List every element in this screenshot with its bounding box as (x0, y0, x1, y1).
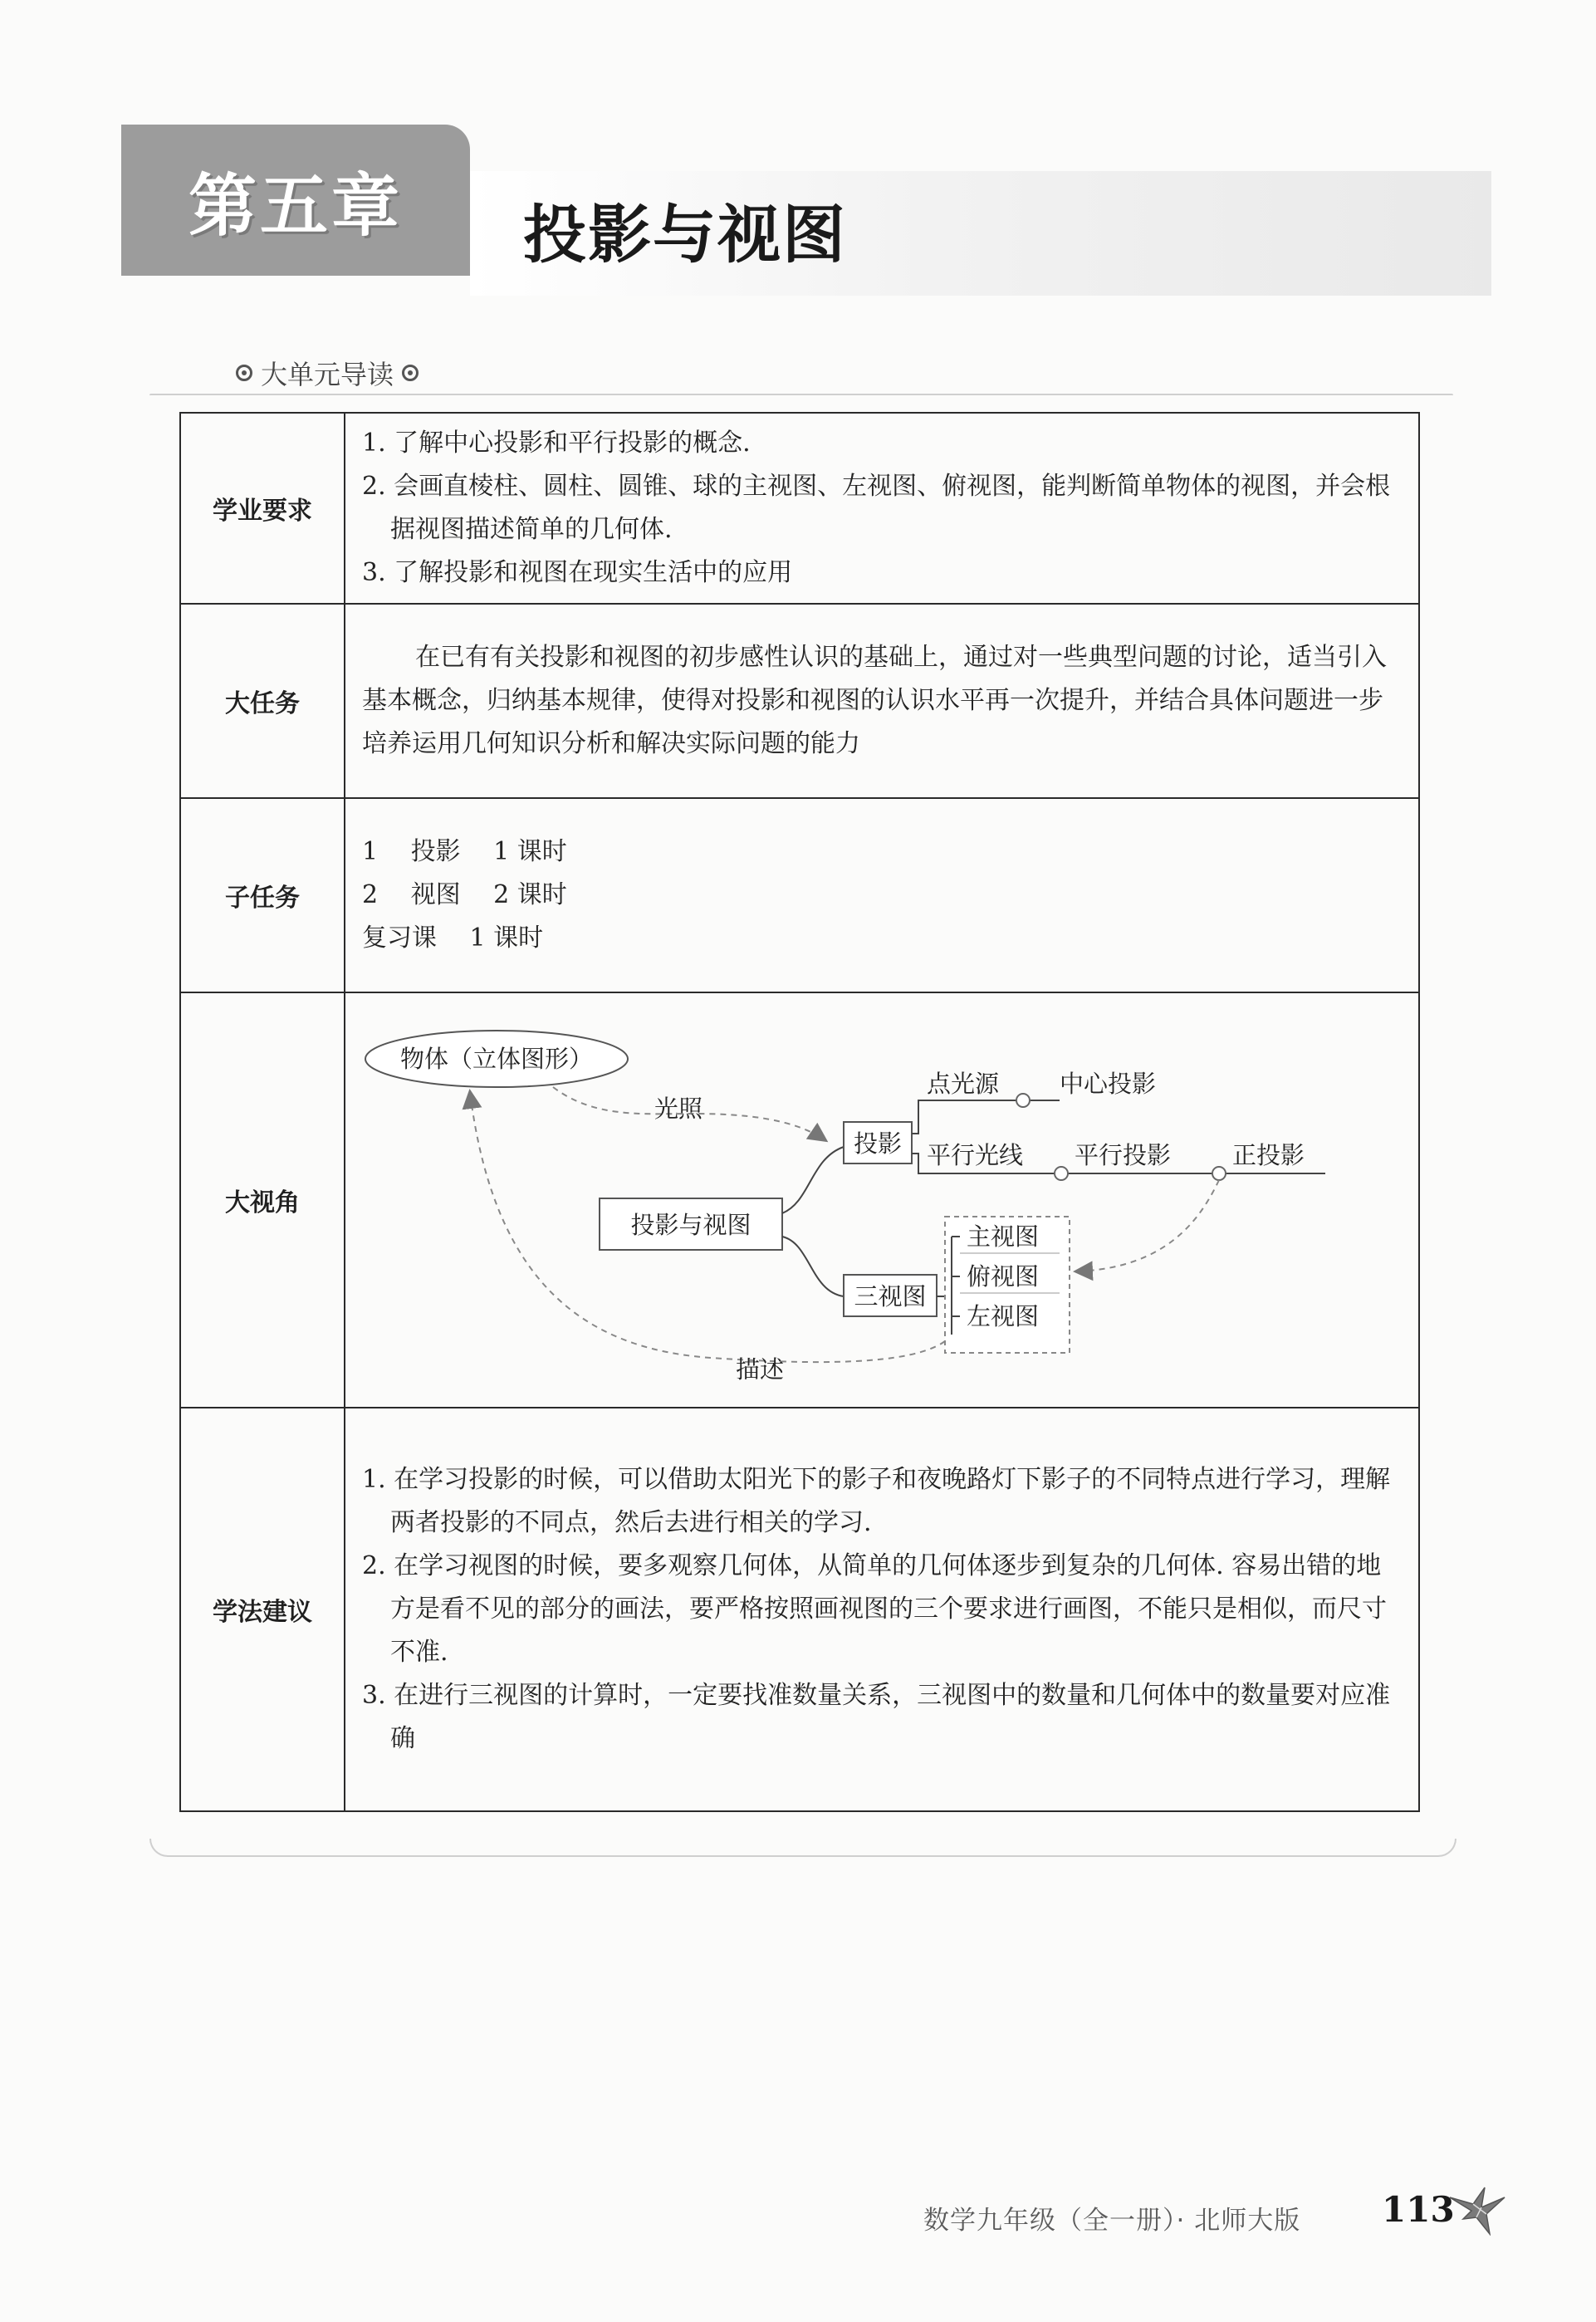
front-view-label: 主视图 (967, 1222, 1040, 1251)
table-row (180, 798, 1419, 992)
row-body-big-view (345, 992, 1419, 1408)
central-projection-label: 中心投影 (1060, 1070, 1157, 1098)
row-head-study-advice: 学法建议 (180, 1408, 345, 1811)
chapter-number: 第五章 (188, 166, 403, 246)
table-row (180, 1408, 1419, 1811)
section-heading (216, 352, 438, 394)
row-body-sub-tasks (345, 798, 1419, 992)
guide-table (179, 412, 1420, 1812)
paper-crane-icon (1448, 2186, 1506, 2236)
connector-dot (1212, 1167, 1226, 1180)
describe-label: 描述 (736, 1355, 785, 1384)
left-view-label: 左视图 (967, 1302, 1040, 1330)
projection-label: 投影 (853, 1129, 903, 1158)
row-head-main-task: 大任务 (180, 604, 345, 798)
row-body-study-advice (345, 1408, 1419, 1811)
row-head-big-view: 大视角 (180, 992, 345, 1408)
advice-item-1: 1. 在学习投影的时候，可以借助太阳光下的影子和夜晚路灯下影子的不同特点进行学习，理解两者投影的不同点，然后去进行相关的学习. (362, 1465, 1391, 1537)
table-row (180, 992, 1419, 1408)
section-frame-top (149, 394, 1453, 395)
branch-three-views (782, 1237, 844, 1296)
advice-item-2: 2. 在学习视图的时候，要多观察几何体，从简单的几何体逐步到复杂的几何体. 容易出错的地方是看不见的部分的画法，要严格按照画视图的三个要求进行画图，不能只是相似，而尺寸不准. (362, 1551, 1387, 1667)
mind-map-diagram (345, 994, 1417, 1406)
orthographic-label: 正投影 (1232, 1141, 1305, 1169)
circle-dot-icon (236, 365, 252, 381)
point-source-label: 点光源 (927, 1070, 1000, 1098)
center-label: 投影与视图 (630, 1211, 751, 1239)
light-label: 光照 (654, 1095, 703, 1123)
row-head-sub-tasks: 子任务 (180, 798, 345, 992)
footer-book-title: 数学九年级（全一册）· 北师大版 (923, 2206, 1301, 2236)
parallel-projection-label: 平行投影 (1075, 1141, 1172, 1169)
advice-item-3: 3. 在进行三视图的计算时，一定要找准数量关系，三视图中的数量和几何体中的数量要对应准确 (362, 1681, 1391, 1753)
main-task-text: 在已有有关投影和视图的初步感性认识的基础上，通过对一些典型问题的讨论，适当引入基本概念，归纳基本规律，使得对投影和视图的认识水平再一次提升，并结合具体问题进一步培养运用几何知识分析和解决实际问题的能力 (362, 643, 1387, 758)
parallel-light-label: 平行光线 (927, 1141, 1024, 1169)
circle-dot-icon (402, 365, 419, 381)
orthographic-arrow (1076, 1180, 1219, 1271)
academic-item-2: 2. 会画直棱柱、圆柱、圆锥、球的主视图、左视图、俯视图，能判断简单物体的视图，并会根据视图描述简单的几何体. (362, 472, 1391, 544)
row-body-main-task (345, 604, 1419, 798)
connector-dot (1055, 1167, 1068, 1180)
table-row (180, 413, 1419, 604)
object-label: 物体（立体图形） (399, 1045, 594, 1073)
section-frame-bottom (149, 1839, 1456, 1857)
table-row (180, 604, 1419, 798)
connector-dot (1016, 1094, 1030, 1107)
branch-projection (782, 1147, 844, 1213)
academic-item-3: 3. 了解投影和视图在现实生活中的应用 (362, 558, 793, 587)
branch-point-source (912, 1100, 1060, 1134)
row-head-academic: 学业要求 (180, 413, 345, 604)
academic-item-1: 1. 了解中心投影和平行投影的概念. (362, 429, 751, 458)
row-body-academic (345, 413, 1419, 604)
page-number: 113 (1382, 2189, 1455, 2230)
chapter-title: 投影与视图 (523, 198, 847, 272)
section-heading-text: 大单元导读 (261, 359, 394, 390)
sub-task-3: 复习课 1 课时 (362, 923, 544, 953)
sub-task-1: 1 投影 1 课时 (362, 837, 567, 866)
three-views-label: 三视图 (854, 1282, 927, 1310)
top-view-label: 俯视图 (967, 1262, 1040, 1291)
sub-task-2: 2 视图 2 课时 (362, 880, 567, 909)
